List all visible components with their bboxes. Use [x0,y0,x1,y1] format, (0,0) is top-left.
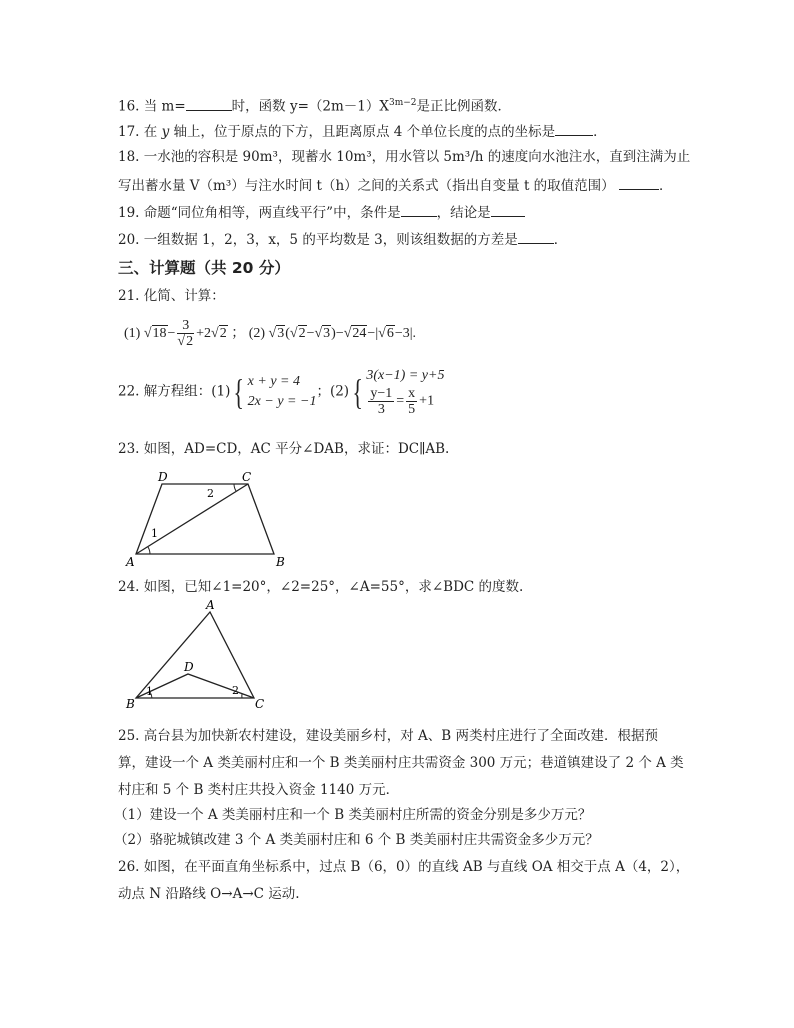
question-19: 19. 命题“同位角相等，两直线平行”中，条件是 ，结论是 [118,202,525,222]
angle-2-label: 2 [232,684,239,697]
answer-blank[interactable] [186,96,232,111]
question-24: 24. 如图，已知∠1=20°，∠2=25°，∠A=55°，求∠BDC 的度数. [118,579,524,595]
answer-blank[interactable] [518,229,554,244]
question-25-part-2: （2）骆驼城镇改建 3 个 A 类美丽村庄和 6 个 B 类美丽村庄共需资金多少万元？ [114,832,599,848]
angle-2-label: 2 [207,487,214,500]
label-a: A [206,598,215,612]
question-25-line-3: 村庄和 5 个 B 类村庄共投入资金 1140 万元． [118,782,400,798]
question-17: 17. 在 y 轴上，位于原点的下方，且距离原点 4 个单位长度的点的坐标是 ． [118,121,607,141]
label-c: C [242,470,252,484]
section-heading: 三、计算题（共 20 分） [118,259,290,277]
question-25-line-1: 25. 高台县为加快新农村建设，建设美丽乡村，对 A、B 两类村庄进行了全面改建．根据预 [118,728,659,744]
system-1: x + y = 4 2x − y = −1 [247,373,317,409]
label-a: A [126,555,135,569]
question-16: 16. 当 m= 时，函数 $y=(2m-1)X^{3m-2}$是正比例函数． [118,94,511,116]
left-brace: { [233,371,245,412]
question-20: 20. 一组数据 1，2，3，x，5 的平均数是 3，则该组数据的方差是 ． [118,229,567,249]
question-25-line-2: 算，建设一个 A 类美丽村庄和一个 B 类美丽村庄共需资金 300 万元；巷道镇建设了 2 个 A 类 [118,755,684,771]
question-22: 22. 解方程组：(1){ x + y = 4 2x − y = −1 ；(2){ 3(x−1) = y+5 $\frac{y-1}{3}$ = $\frac{x}{5}$ +1 [118,368,445,417]
left-brace: { [352,371,363,412]
label-d: D [184,660,194,674]
answer-blank[interactable] [555,121,593,136]
label-b: B [126,697,135,711]
question-25-part-1: （1）建设一个 A 类美丽村庄和一个 B 类美丽村庄所需的资金分别是多少万元？ [114,807,592,823]
label-b: B [276,555,285,569]
system-2: 3(x−1) = y+5 $\frac{y-1}{3}$ = $\frac{x}{5}$ +1 [366,368,445,417]
fraction: $\frac{3}{√2}$ [177,318,194,350]
answer-blank-conclusion[interactable] [491,202,525,217]
question-21-expressions: (1) √18− $\frac{3}{√2}$ +2√2 ； (2) √3(√2−√3)−√24−|√6−3|. [124,318,417,350]
label-d: D [158,470,168,484]
angle-1-label: 1 [151,527,158,540]
trapezoid-figure [124,466,286,570]
question-26-line-1: 26. 如图，在平面直角坐标系中，过点 B（6，0）的直线 AB 与直线 OA 相交于点 A（4，2）， [118,859,690,875]
question-23: 23. 如图，AD=CD，AC 平分∠DAB，求证：DC∥AB. [118,441,450,457]
angle-1-label: 1 [146,685,153,698]
question-26-line-2: 动点 N 沿路线 O→A→C 运动. [118,886,300,902]
question-21-title: 21. 化简、计算： [118,288,225,304]
question-18-line-2: 写出蓄水量 V（m³）与注水时间 t（h）之间的关系式（指出自变量 t 的取值范围） ． [118,175,672,195]
question-18-line-1: 18. 一水池的容积是 90m³，现蓄水 10m³，用水管以 5m³/h 的速度向水池注水，直到注满为止 [118,149,691,165]
label-c: C [255,697,264,711]
triangle-figure [124,598,264,714]
answer-blank[interactable] [619,175,659,190]
answer-blank-condition[interactable] [401,202,437,217]
